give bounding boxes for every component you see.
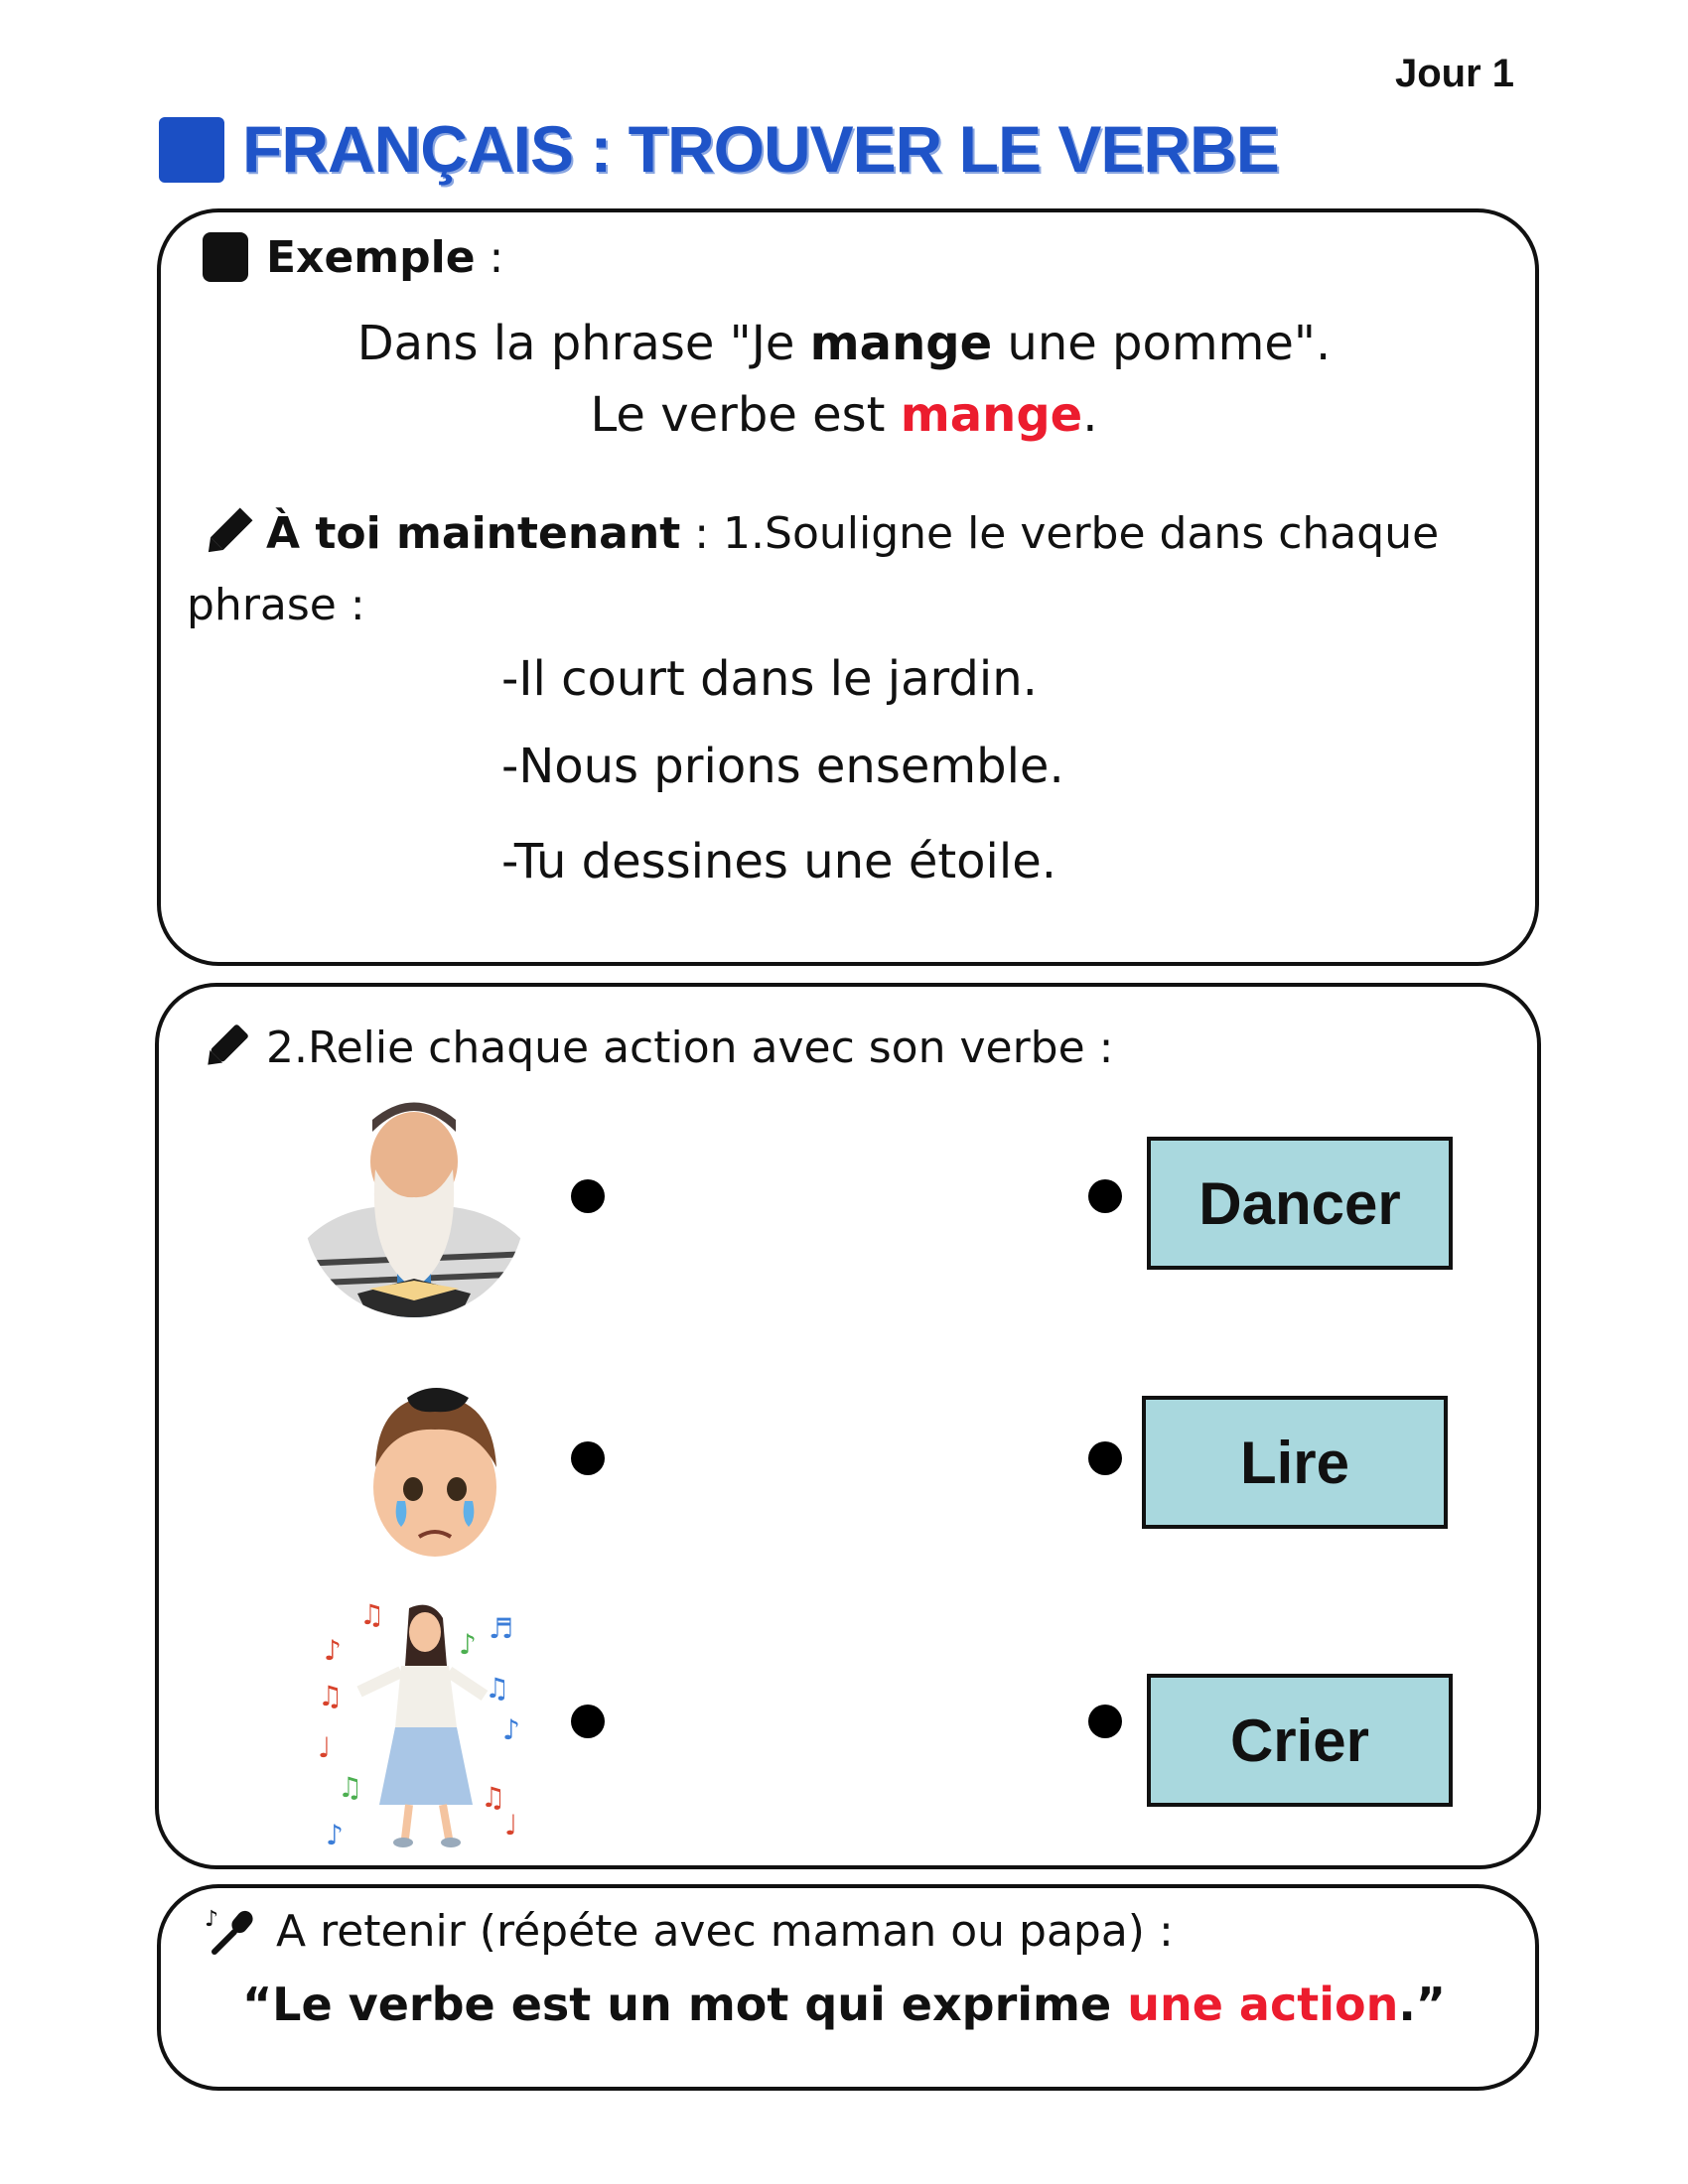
exercise1-instruction-b: phrase : — [187, 580, 365, 630]
memo-quote — [159, 1978, 1529, 2031]
verb-box-lire[interactable]: Lire — [1142, 1396, 1448, 1529]
black-square-icon — [201, 230, 250, 284]
svg-text:♪: ♪ — [324, 1634, 342, 1667]
svg-text:♫: ♫ — [338, 1771, 363, 1804]
svg-text:♩: ♩ — [504, 1809, 518, 1842]
pencil-icon — [199, 1021, 252, 1074]
svg-text:♪: ♪ — [502, 1713, 520, 1746]
right-dot-1[interactable] — [1088, 1179, 1122, 1213]
svg-text:♪: ♪ — [326, 1819, 344, 1851]
verb-box-dancer[interactable]: Dancer — [1147, 1137, 1453, 1270]
microphone-icon — [205, 1904, 264, 1956]
page-title: FRANÇAIS : TROUVER LE VERBE — [242, 112, 1279, 186]
svg-text:♩: ♩ — [318, 1731, 332, 1764]
example-answer — [159, 387, 1529, 443]
day-label: Jour 1 — [1395, 52, 1515, 95]
svg-text:♬: ♬ — [489, 1612, 514, 1645]
left-dot-3[interactable] — [571, 1705, 605, 1738]
right-dot-2[interactable] — [1088, 1441, 1122, 1475]
example-sentence-post: une pomme". — [992, 316, 1332, 371]
man-reading-picture — [298, 1090, 530, 1322]
memo-label: A retenir (répéte avec maman ou papa) : — [276, 1906, 1174, 1957]
example-answer-pre: Le verbe est — [590, 387, 901, 443]
memo-quote-pre: “Le verbe est un mot qui exprime — [241, 1978, 1128, 2031]
exercise1-instruction-a: : 1.Souligne le verbe dans chaque — [680, 508, 1440, 559]
exercise1-label: À toi maintenant — [266, 508, 681, 559]
svg-text:♪: ♪ — [459, 1628, 477, 1661]
title-square-icon — [159, 117, 224, 183]
example-sentence — [159, 316, 1529, 371]
example-answer-verb: mange — [900, 387, 1083, 443]
crying-boy-picture — [357, 1378, 512, 1563]
left-dot-1[interactable] — [571, 1179, 605, 1213]
example-label-colon: : — [475, 232, 504, 283]
left-dot-2[interactable] — [571, 1441, 605, 1475]
exercise2-instruction: 2.Relie chaque action avec son verbe : — [266, 1023, 1114, 1073]
dancing-girl-picture — [310, 1588, 536, 1854]
example-sentence-pre: Dans la phrase "Je — [356, 316, 810, 371]
example-sentence-verb: mange — [809, 316, 993, 371]
svg-text:♪: ♪ — [205, 1907, 219, 1932]
sentence-3: -Tu dessines une étoile. — [501, 834, 1057, 889]
svg-text:♫: ♫ — [485, 1672, 510, 1705]
memo-quote-post: .” — [1398, 1978, 1447, 2031]
svg-text:♫: ♫ — [481, 1781, 506, 1814]
pencil-icon — [199, 504, 256, 562]
example-heading — [266, 232, 503, 283]
memo-quote-highlight: une action — [1127, 1978, 1399, 2031]
example-label: Exemple — [266, 232, 476, 283]
exercise1-instruction — [266, 508, 1439, 559]
svg-text:♫: ♫ — [359, 1598, 385, 1631]
svg-text:♫: ♫ — [318, 1680, 344, 1712]
example-answer-post: . — [1082, 387, 1098, 443]
right-dot-3[interactable] — [1088, 1705, 1122, 1738]
sentence-2: -Nous prions ensemble. — [501, 739, 1064, 794]
sentence-1: -Il court dans le jardin. — [501, 651, 1038, 707]
verb-box-crier[interactable]: Crier — [1147, 1674, 1453, 1807]
